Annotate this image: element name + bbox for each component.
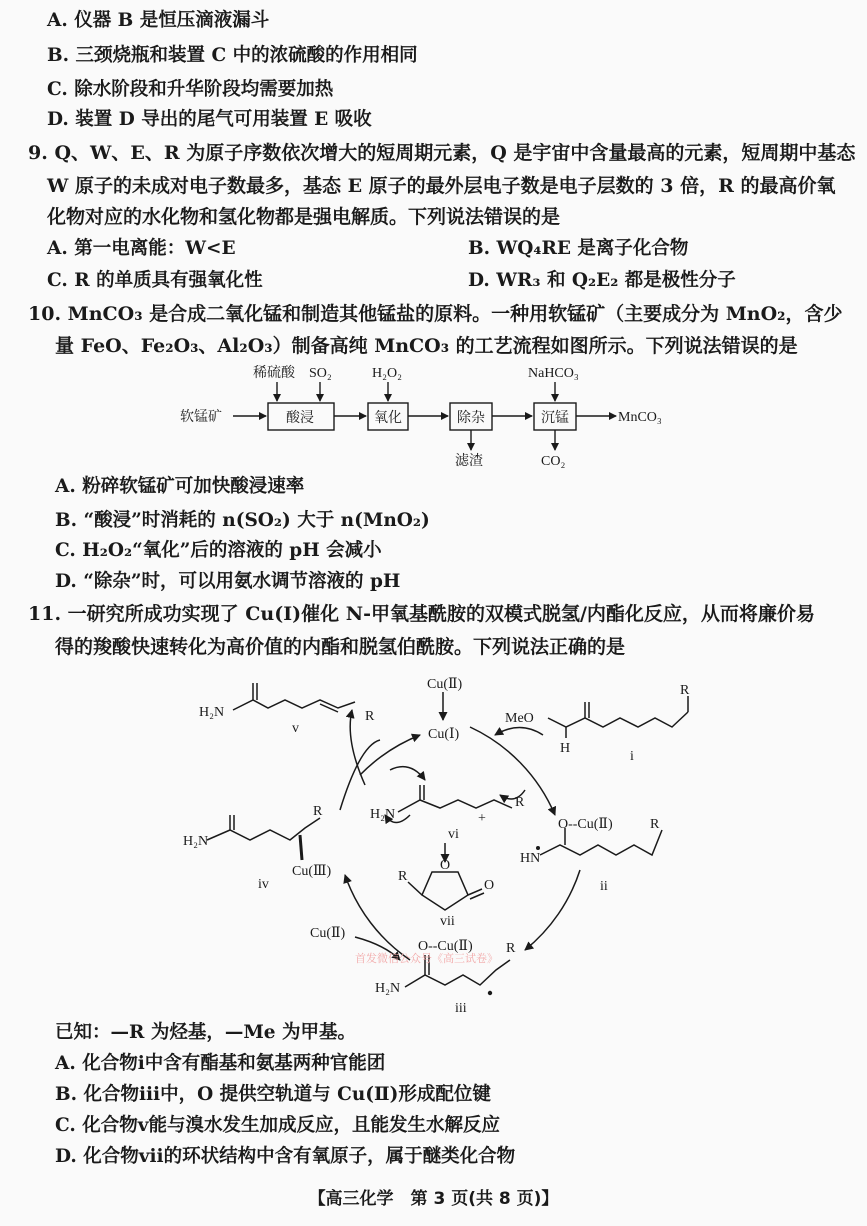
- label-i-h: H: [560, 741, 571, 756]
- q9-option-a: A. 第一电离能：W<E: [47, 238, 236, 259]
- flow-byproduct-2: CO₂: [541, 454, 566, 469]
- label-iv-h2n: H₂N: [183, 834, 209, 849]
- label-ii-r: R: [650, 817, 660, 832]
- label-v-h2n: H₂N: [199, 705, 225, 720]
- label-iii-r: R: [506, 941, 516, 956]
- q11-option-d: D. 化合物ⅶ的环状结构中含有氧原子，属于醚类化合物: [55, 1146, 516, 1167]
- label-vii: vii: [440, 914, 455, 929]
- label-iii-o-cu2: O--Cu(Ⅱ): [418, 939, 473, 954]
- cycle-arc-cu1-to-ii: [470, 727, 555, 815]
- label-i-meo: MeO: [505, 711, 534, 726]
- flow-byproduct-1: 滤渣: [455, 454, 483, 469]
- flow-reagent-3: H₂O₂: [372, 366, 402, 381]
- label-iv-r: R: [313, 804, 323, 819]
- q9-stem-line-2: W 原子的未成对电子数最多，基态 E 原子的最外层电子数是电子层数的 3 倍，R 的最高价氧: [47, 175, 836, 197]
- q10-option-b: B. “酸浸”时消耗的 n(SO₂) 大于 n(MnO₂): [55, 510, 430, 531]
- q10-option-c: C. H₂O₂“氧化”后的溶液的 pH 会减小: [55, 540, 382, 561]
- label-vi-h2n: H₂N: [370, 807, 396, 822]
- q11-stem-line-2: 得的羧酸快速转化为高价值的内酯和脱氢伯酰胺。下列说法正确的是: [55, 636, 626, 658]
- q9-stem-line-1: 9. Q、W、E、R 为原子序数依次增大的短周期元素，Q 是宇宙中含量最高的元素，短周期中基态: [28, 142, 856, 164]
- watermark: 首发微信公众号《高三试卷》: [355, 952, 498, 965]
- flow-step-1: 酸浸: [286, 411, 314, 426]
- label-ii: ii: [600, 879, 608, 894]
- q8-option-b: B. 三颈烧瓶和装置 C 中的浓硫酸的作用相同: [47, 45, 418, 66]
- label-vi: vi: [448, 827, 459, 842]
- label-v: v: [292, 721, 299, 736]
- cycle-arc-ii-to-iii: [525, 870, 580, 950]
- label-iii: iii: [455, 1001, 467, 1016]
- flow-step-2: 氧化: [374, 411, 402, 426]
- q10-stem-line-1: 10. MnCO₃ 是合成二氧化锰和制造其他锰盐的原料。一种用软锰矿（主要成分为 MnO₂，含少: [28, 303, 843, 325]
- q10-option-a: A. 粉碎软锰矿可加快酸浸速率: [55, 476, 305, 497]
- q11-stem-line-1: 11. 一研究所成功实现了 Cu(Ⅰ)催化 N-甲氧基酰胺的双模式脱氢/内酯化反应，从而将廉价易: [28, 603, 815, 625]
- q8-option-d: D. 装置 D 导出的尾气可用装置 E 吸收: [47, 109, 372, 130]
- label-ii-o-cu2: O--Cu(Ⅱ): [558, 817, 613, 832]
- page-footer: 【高三化学 第 3 页(共 8 页)】: [308, 1189, 559, 1209]
- q10-stem-line-2: 量 FeO、Fe₂O₃、Al₂O₃）制备高纯 MnCO₃ 的工艺流程如图所示。下列说法错误的是: [55, 335, 798, 357]
- q9-option-d: D. WR₃ 和 Q₂E₂ 都是极性分子: [468, 270, 736, 291]
- flow-step-4: 沉锰: [541, 411, 569, 426]
- q8-option-a: A. 仪器 B 是恒压滴液漏斗: [47, 10, 270, 31]
- label-vi-plus: +: [478, 811, 486, 826]
- q9-option-c: C. R 的单质具有强氧化性: [47, 270, 263, 291]
- label-vii-o2: O: [484, 878, 495, 893]
- q9-stem-line-3: 化物对应的水化物和氢化物都是强电解质。下列说法错误的是: [47, 206, 561, 228]
- q11-option-b: B. 化合物ⅲ中，O 提供空轨道与 Cu(Ⅱ)形成配位键: [55, 1084, 491, 1105]
- label-cu1: Cu(Ⅰ): [428, 727, 460, 742]
- label-cu2-top: Cu(Ⅱ): [427, 677, 463, 692]
- label-vii-o: O: [440, 858, 451, 873]
- label-cu2-left: Cu(Ⅱ): [310, 926, 346, 941]
- q8-option-c: C. 除水阶段和升华阶段均需要加热: [47, 79, 334, 100]
- q11-option-c: C. 化合物ⅴ能与溴水发生加成反应，且能发生水解反应: [55, 1115, 501, 1136]
- label-ii-hn: HN: [520, 851, 541, 866]
- label-iv-cu3: Cu(Ⅲ): [292, 864, 332, 879]
- flow-step-3: 除杂: [457, 411, 485, 426]
- flow-reagent-2: SO₂: [309, 366, 332, 381]
- label-iii-h2n: H₂N: [375, 981, 401, 996]
- q9-option-b: B. WQ₄RE 是离子化合物: [468, 238, 689, 259]
- label-i-r: R: [680, 683, 690, 698]
- label-i: i: [630, 749, 634, 764]
- q11-option-a: A. 化合物ⅰ中含有酯基和氨基两种官能团: [55, 1053, 386, 1074]
- q11-known: 已知：—R 为烃基，—Me 为甲基。: [55, 1022, 357, 1043]
- label-vii-r: R: [398, 869, 408, 884]
- flow-output-label: MnCO₃: [618, 410, 662, 425]
- label-iv: iv: [258, 877, 269, 892]
- flow-input-label: 软锰矿: [180, 410, 222, 425]
- label-v-r: R: [365, 709, 375, 724]
- flow-reagent-1: 稀硫酸: [253, 366, 295, 381]
- cycle-arc-iii-to-iv: [345, 875, 410, 960]
- label-vi-r: R: [515, 795, 525, 810]
- flow-reagent-4: NaHCO₃: [528, 366, 579, 381]
- q10-option-d: D. “除杂”时，可以用氨水调节溶液的 pH: [55, 571, 401, 592]
